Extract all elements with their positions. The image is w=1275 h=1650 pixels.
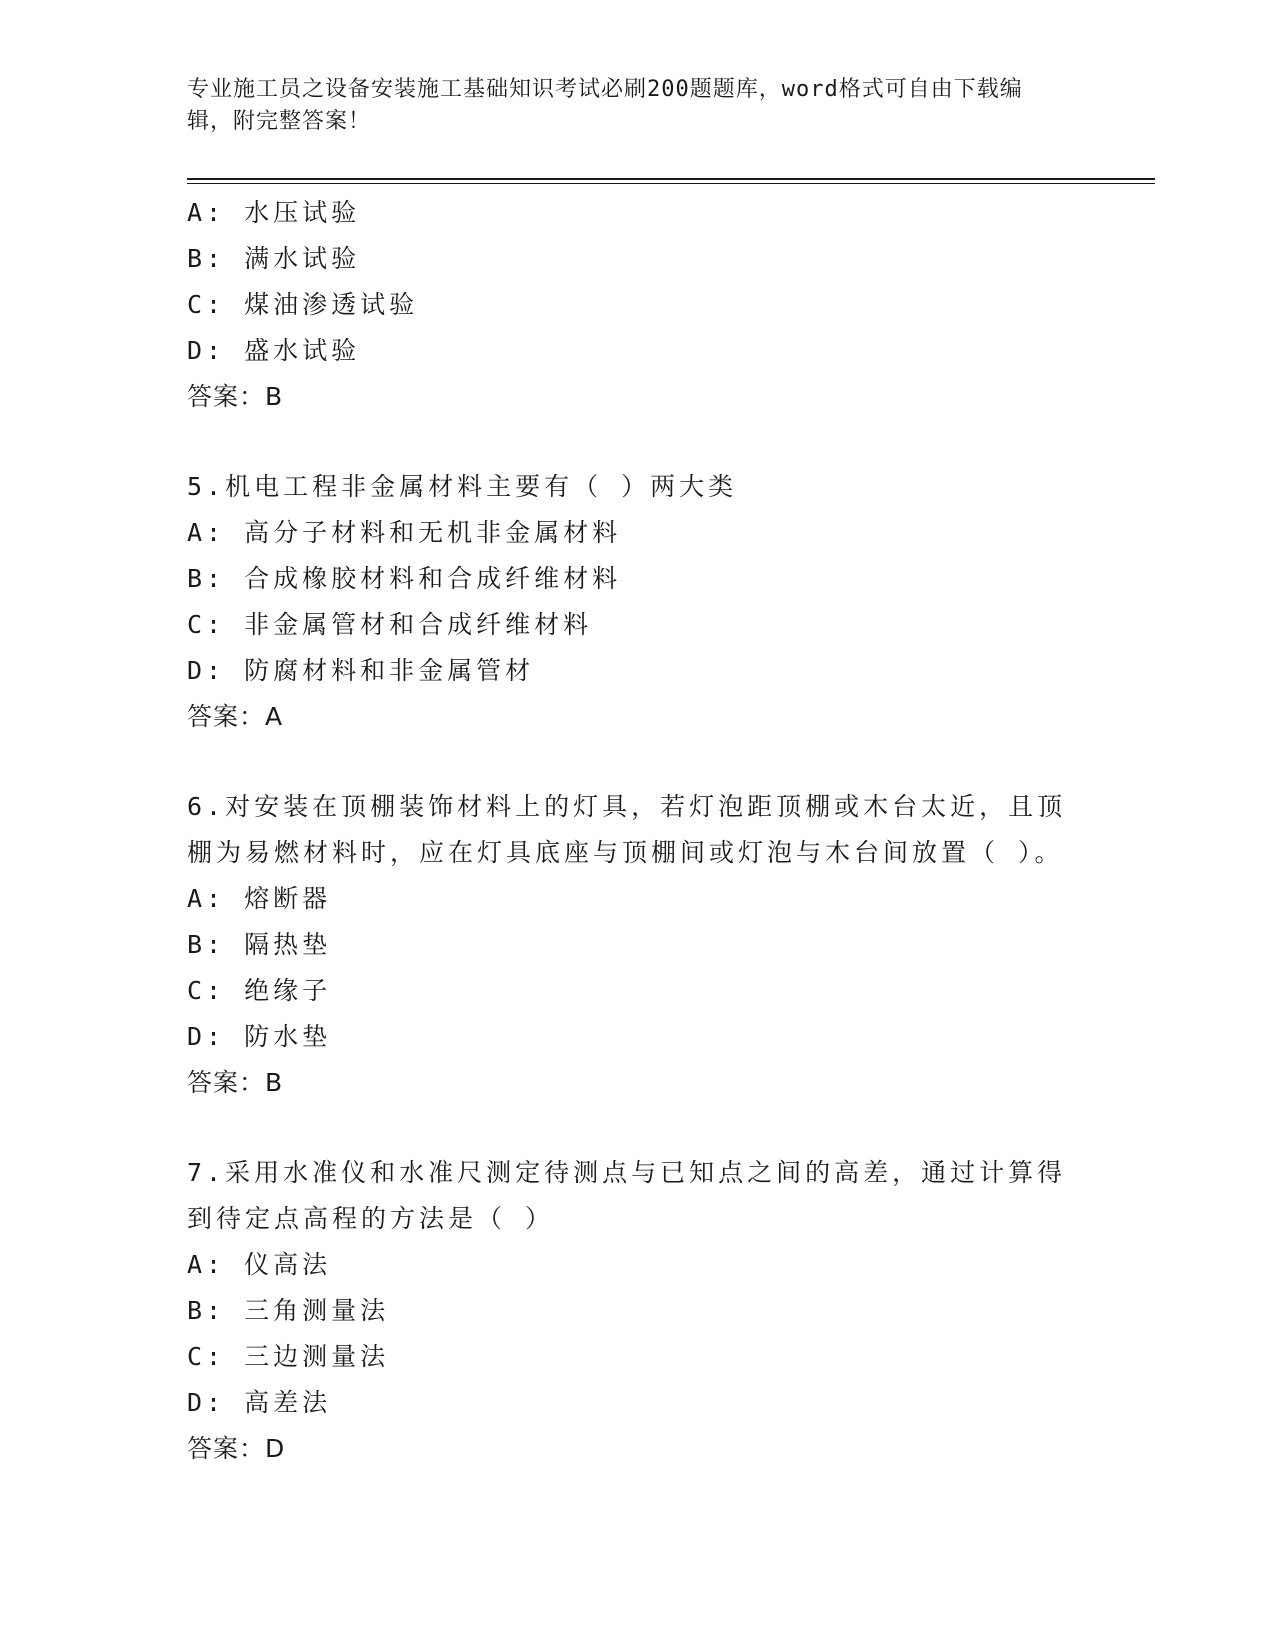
option-b: B: 满水试验 <box>187 244 361 273</box>
question-4-block <box>187 190 1067 420</box>
option-d: D: 盛水试验 <box>187 336 361 365</box>
question-7-block <box>187 1150 1067 1472</box>
header-divider-thick <box>187 178 1155 180</box>
option-d: D: 高差法 <box>187 1388 332 1417</box>
answer-line: 答案：B <box>187 1068 284 1097</box>
option-b: B: 三角测量法 <box>187 1296 390 1325</box>
option-c: C: 三边测量法 <box>187 1342 390 1371</box>
option-a: A: 仪高法 <box>187 1250 332 1279</box>
question-6-block <box>187 784 1067 1106</box>
header-divider-thin <box>187 183 1155 184</box>
spacer <box>187 740 1067 784</box>
option-a: A: 熔断器 <box>187 884 332 913</box>
question-5-block <box>187 464 1067 740</box>
option-c: C: 非金属管材和合成纤维材料 <box>187 610 593 639</box>
document-header: 专业施工员之设备安装施工基础知识考试必刷200题题库，word格式可自由下载编辑，附完整答案！ <box>187 77 1023 134</box>
option-b: B: 隔热垫 <box>187 930 332 959</box>
option-d: D: 防水垫 <box>187 1022 332 1051</box>
spacer <box>187 420 1067 464</box>
question-text: 5.机电工程非金属材料主要有（ ）两大类 <box>187 472 738 501</box>
option-d: D: 防腐材料和非金属管材 <box>187 656 535 685</box>
option-c: C: 绝缘子 <box>187 976 332 1005</box>
option-a: A: 高分子材料和无机非金属材料 <box>187 518 622 547</box>
option-c: C: 煤油渗透试验 <box>187 290 419 319</box>
option-a: A: 水压试验 <box>187 198 361 227</box>
option-b: B: 合成橡胶材料和合成纤维材料 <box>187 564 622 593</box>
answer-line: 答案：D <box>187 1434 286 1463</box>
answer-line: 答案：B <box>187 382 284 411</box>
answer-line: 答案：A <box>187 702 284 731</box>
question-list <box>187 190 1067 1472</box>
question-text: 7.采用水准仪和水准尺测定待测点与已知点之间的高差，通过计算得到待定点高程的方法是（ ） <box>187 1158 1067 1233</box>
spacer <box>187 1106 1067 1150</box>
question-text: 6.对安装在顶棚装饰材料上的灯具，若灯泡距顶棚或木台太近，且顶棚为易燃材料时，应在灯具底座与顶棚间或灯泡与木台间放置（ ）。 <box>187 792 1067 867</box>
